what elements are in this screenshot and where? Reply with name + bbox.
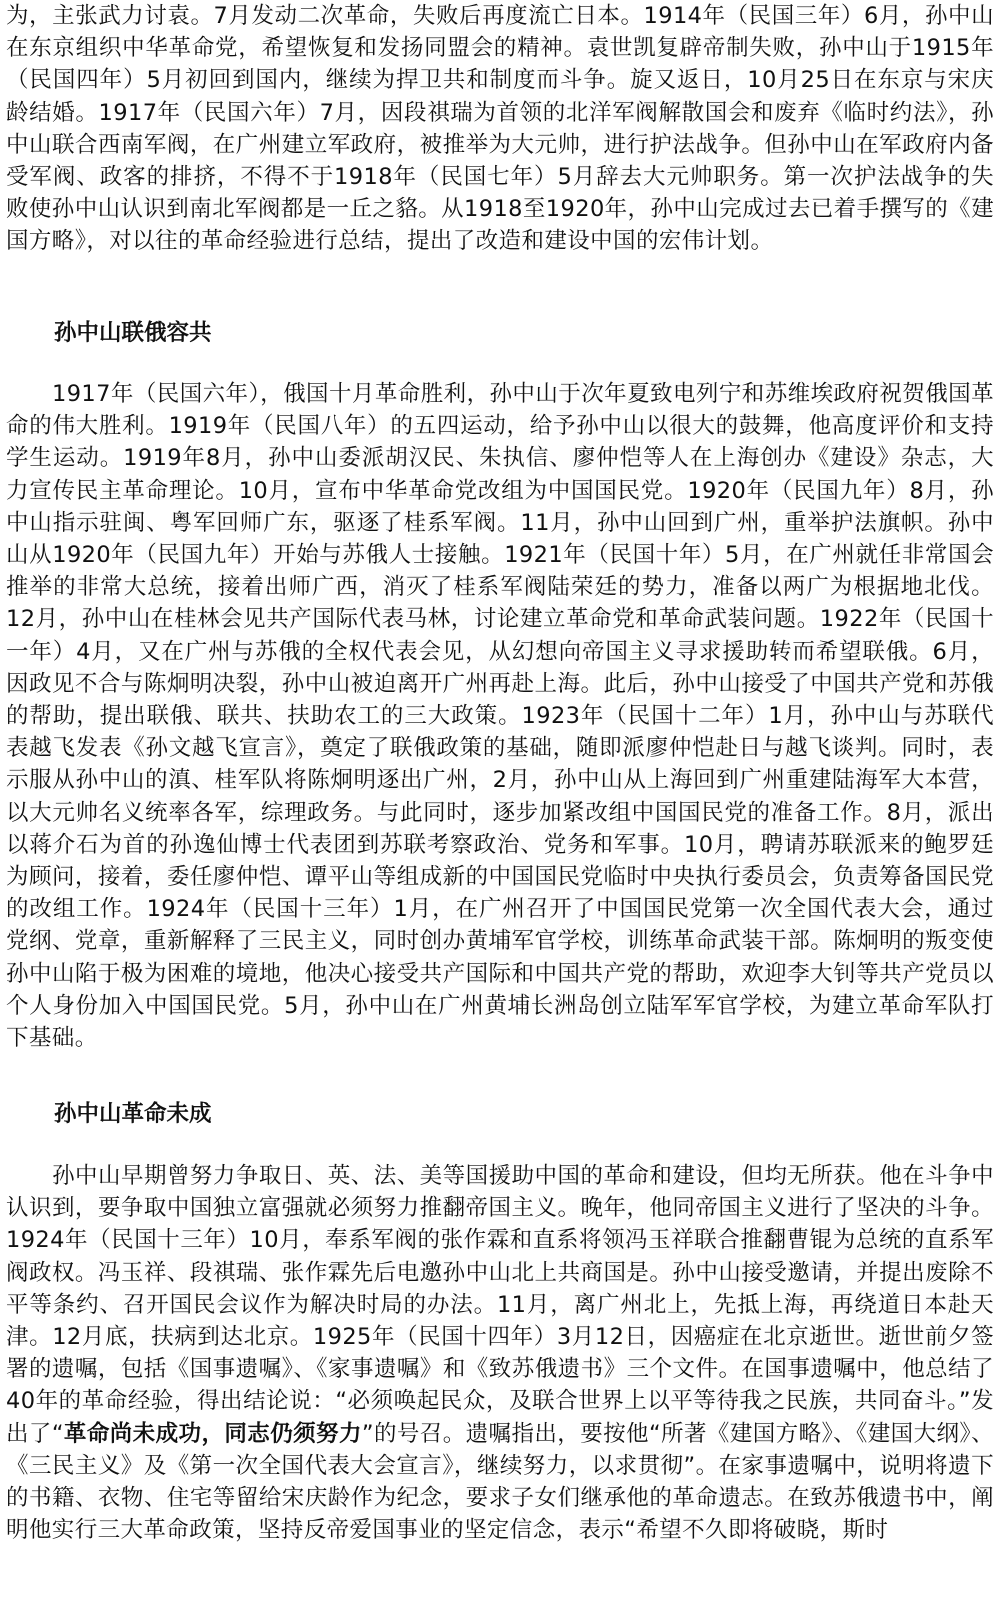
- paragraph-lianecronggong: [6, 378, 994, 1054]
- paragraph-intro: 为，主张武力讨袁。7月发动二次革命，失败后再度流亡日本。1914年（民国三年）6月，孙中山在东京组织中华革命党，希望恢复和发扬同盟会的精神。袁世凯复辟帝制失败，孙中山于1915年（民国四年）5月初回到国内，继续为捍卫共和制度而斗争。旋又返日，10月25日在东京与宋庆龄结婚。1917年（民国六年）7月，因段祺瑞为首领的北洋军阀解散国会和废弃《临时约法》，孙中山联合西南军阀，在广州建立军政府，被推举为大元帅，进行护法战争。但孙中山在军政府内备受军阀、政客的排挤，不得不于1918年（民国七年）5月辞去大元帅职务。第一次护法战争的失败使孙中山认识到南北军阀都是一丘之貉。从1918至1920年，孙中山完成过去已着手撰写的《建国方略》，对以往的革命经验进行总结，提出了改造和建设中国的宏伟计划。: [6, 3, 994, 255]
- paragraph-emphasis-slogan: 革命尚未成功，同志仍须努力: [63, 1420, 362, 1447]
- section-heading-lianecronggong: 孙中山联俄容共: [54, 320, 212, 346]
- paragraph-lianecronggong-text: 1917年（民国六年），俄国十月革命胜利，孙中山于次年夏致电列宁和苏维埃政府祝贺俄国革命的伟大胜利。1919年（民国八年）的五四运动，给予孙中山以很大的鼓舞，他高度评价和支持学生运动。1919年8月，孙中山委派胡汉民、朱执信、廖仲恺等人在上海创办《建设》杂志，大力宣传民主革命理论。10月，宣布中华革命党改组为中国国民党。1920年（民国九年）8月，孙中山指示驻闽、粤军回师广东，驱逐了桂系军阀。11月，孙中山回到广州，重举护法旗帜。孙中山从1920年（民国九年）开始与苏俄人士接触。1921年（民国十年）5月，在广州就任非常国会推举的非常大总统，接着出师广西，消灭了桂系军阀陆荣廷的势力，准备以两广为根据地北伐。12月，孙中山在桂林会见共产国际代表马林，讨论建立革命党和革命武装问题。1922年（民国十一年）4月，又在广州与苏俄的全权代表会见，从幻想向帝国主义寻求援助转而希望联俄。6月，因政见不合与陈炯明决裂，孙中山被迫离开广州再赴上海。此后，孙中山接受了中国共产党和苏俄的帮助，提出联俄、联共、扶助农工的三大政策。1923年（民国十二年）1月，孙中山与苏联代表越飞发表《孙文越飞宣言》，奠定了联俄政策的基础，随即派廖仲恺赴日与越飞谈判。同时，表示服从孙中山的滇、桂军队将陈炯明逐出广州，2月，孙中山从上海回到广州重建陆海军大本营，以大元帅名义统率各军，综理政务。与此同时，逐步加紧改组中国国民党的准备工作。8月，派出以蒋介石为首的孙逸仙博士代表团到苏联考察政治、党务和军事。10月，聘请苏联派来的鲍罗廷为顾问，接着，委任廖仲恺、谭平山等组成新的中国国民党临时中央执行委员会，负责筹备国民党的改组工作。1924年（民国十三年）1月，在广州召开了中国国民党第一次全国代表大会，通过党纲、党章，重新解释了三民主义，同时创办黄埔军官学校，训练革命武装干部。陈炯明的叛变使孙中山陷于极为困难的境地，他决心接受共产国际和中国共产党的帮助，欢迎李大钊等共产党员以个人身份加入中国国民党。5月，孙中山在广州黄埔长洲岛创立陆军军官学校，为建立革命军队打下基础。: [6, 381, 994, 1052]
- paragraph-gemingweicheng-text-part1: 孙中山早期曾努力争取日、英、法、美等国援助中国的革命和建设，但均无所获。他在斗争中认识到，要争取中国独立富强就必须努力推翻帝国主义。晚年，他同帝国主义进行了坚决的斗争。1924年（民国十三年）10月，奉系军阀的张作霖和直系将领冯玉祥联合推翻曹锟为总统的直系军阀政权。冯玉祥、段祺瑞、张作霖先后电邀孙中山北上共商国是。孙中山接受邀请，并提出废除不平等条约、召开国民会议作为解决时局的办法。11月，离广州北上，先抵上海，再绕道日本赴天津。12月底，扶病到达北京。1925年（民国十四年）3月12日，因癌症在北京逝世。逝世前夕签署的遗嘱，包括《国事遗嘱》、《家事遗嘱》和《致苏俄遗书》三个文件。在国事遗嘱中，他总结了40年的革命经验，得出结论说：“必须唤起民众，及联合世界上以平等待我之民族，共同奋斗。”发出了“: [6, 1163, 994, 1447]
- paragraph-gemingweicheng-text-part2: ”的号召。遗嘱指出，要按他“所著《建国方略》、《建国大纲》、《三民主义》及《第一次全国代表大会宣言》，继续努力，以求贯彻”。在家事遗嘱中，说明将遗下的书籍、衣物、住宅等留给宋庆龄作为纪念，要求子女们继承他的革命遗志。在致苏俄遗书中，阐明他实行三大革命政策，坚持反帝爱国事业的坚定信念，表示“希望不久即将破晓，斯时: [6, 1420, 994, 1544]
- section-heading-gemingweicheng: 孙中山革命未成: [54, 1101, 212, 1127]
- paragraph-gemingweicheng: [6, 1160, 994, 1546]
